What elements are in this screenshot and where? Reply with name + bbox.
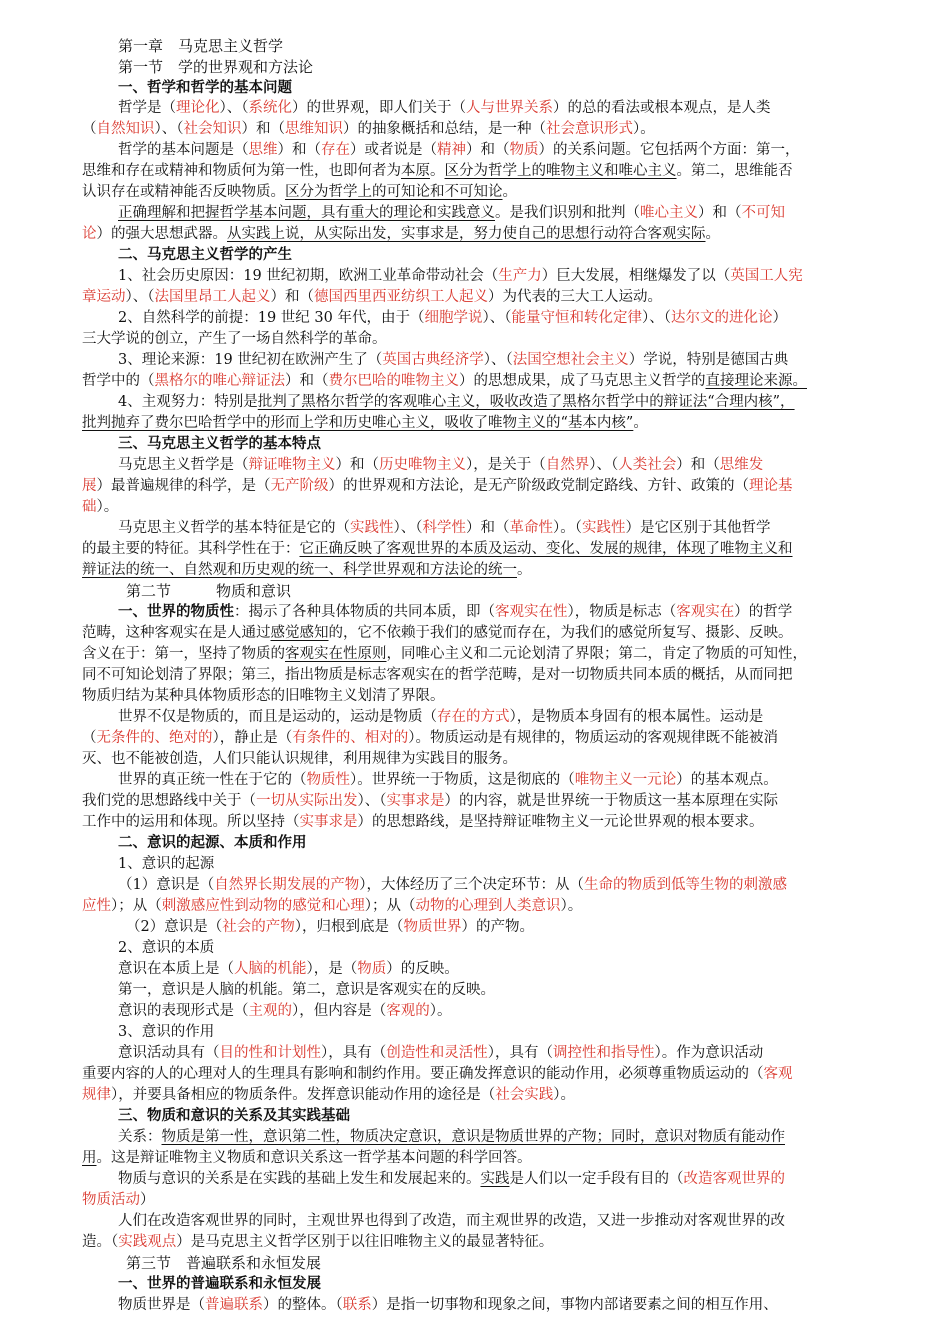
text-line	[118, 1169, 785, 1189]
highlight-term: 客观	[763, 1066, 793, 1082]
highlight-term: 客观的	[386, 1003, 430, 1019]
highlight-term: 能量守恒和转化定律	[511, 310, 642, 326]
underlined-text: 辩证法的统一、自然观和历史观的统一、科学世界观和方法论的统一	[82, 562, 517, 578]
text-line	[82, 224, 720, 244]
text-segment: 二、马克思主义哲学的产生	[118, 246, 292, 263]
highlight-term: 社会知识	[183, 121, 242, 137]
highlight-term: 物质世界	[403, 919, 462, 935]
highlight-term: 物质活动	[82, 1192, 140, 1208]
text-line	[82, 476, 793, 496]
text-segment: ）。世界统一于物质，这是彻底的（	[350, 772, 575, 788]
text-line	[118, 854, 214, 874]
text-segment: ）学说，特别是德国古典	[628, 352, 789, 368]
text-line	[118, 392, 795, 412]
highlight-term: 实践性	[350, 520, 394, 536]
text-segment: ）、（	[482, 310, 512, 326]
text-line	[82, 728, 778, 748]
text-line	[118, 266, 803, 286]
text-segment: 重要内容的人的心理对人的生理具有影响和制约作用。要正确发挥意识的能动作用，必须尊重物质运动的（	[82, 1066, 764, 1082]
text-segment: ）	[140, 1192, 155, 1208]
text-segment: 3、意识的作用	[118, 1024, 215, 1040]
highlight-term: 一切从实际出发	[256, 793, 358, 809]
text-line	[118, 602, 792, 622]
text-line	[126, 581, 291, 601]
text-segment: ）、（	[641, 310, 671, 326]
highlight-term: 物质	[509, 142, 539, 158]
text-segment: ），具有（	[321, 1045, 387, 1061]
underlined-text: 区分为哲学上的唯物主义和唯心主义	[444, 163, 677, 179]
text-line	[82, 1190, 155, 1210]
text-segment: ）的世界观和方法论，是无产阶级政党制定路线、方针、政策的（	[328, 478, 749, 494]
text-segment: 我们党的思想路线中关于（	[82, 793, 256, 809]
underlined-text: 本原	[401, 163, 430, 179]
text-line	[118, 770, 778, 790]
text-line	[118, 1106, 350, 1126]
highlight-term: 黑格尔的唯心辩证法	[154, 373, 285, 389]
text-segment: ）。物质运动是有规律的，物质运动的客观规律既不能被消	[408, 730, 778, 746]
text-segment: （	[82, 121, 97, 137]
text-segment: ）和（	[335, 457, 379, 473]
text-segment: 第一章 马克思主义哲学	[118, 37, 284, 55]
text-segment: 一、世界的普遍联系和永恒发展	[118, 1275, 321, 1292]
underlined-text: 客观实在性原则	[285, 646, 387, 662]
text-segment: ）和（	[466, 520, 510, 536]
highlight-term: 物质性	[306, 772, 350, 788]
text-segment: 。是我们识别和批判（	[495, 205, 640, 221]
text-segment: 第三节 普遍联系和永恒发展	[126, 1254, 322, 1272]
highlight-term: 思维发	[719, 457, 764, 473]
highlight-term: 思维	[248, 142, 278, 158]
highlight-term: 客观实在性	[495, 604, 568, 620]
highlight-term: 无条件的、绝对的	[96, 730, 213, 746]
text-segment: 2、自然科学的前提：19 世纪 30 年代，由于（	[118, 310, 425, 326]
highlight-term: 费尔巴哈的唯物主义	[328, 373, 459, 389]
text-segment: ）的强大思想武器。	[96, 226, 227, 242]
highlight-term: 生产力	[498, 268, 542, 284]
text-line	[82, 560, 532, 580]
text-line	[126, 1253, 321, 1273]
text-segment: 意识在本质上是（	[118, 961, 234, 977]
text-segment: ）和（	[277, 142, 321, 158]
text-line	[126, 917, 534, 937]
highlight-term: 物质	[357, 961, 387, 977]
text-segment: 第一节 学的世界观和方法论	[118, 58, 314, 76]
text-segment: 的最主要的特征。其科学性在于：	[82, 541, 300, 557]
text-segment: 哲学中的（	[82, 373, 155, 389]
text-segment: 物质归结为某种具体物质形态的旧唯物主义划清了界限。	[82, 688, 445, 704]
highlight-term: 论	[82, 226, 97, 242]
text-segment: 三、马克思主义哲学的基本特点	[118, 435, 321, 452]
text-segment: ）、（	[154, 121, 184, 137]
text-segment: 马克思主义哲学的基本特征是它的（	[118, 520, 350, 536]
highlight-term: 无产阶级	[270, 478, 329, 494]
text-segment: ）和（	[285, 373, 329, 389]
text-line	[82, 371, 807, 391]
highlight-term: 社会意识形式	[546, 121, 633, 137]
text-segment: ）的世界观，即人们关于（	[292, 100, 466, 116]
highlight-term: 生命的物质到低等生物的刺激感	[583, 877, 787, 893]
text-line	[118, 245, 292, 265]
text-segment: 同不可知论划清了界限；第三，指出物质是标志客观实在的哲学范畴，是对一切物质共同本质的概括，从而同把	[82, 667, 793, 683]
text-segment: ）。作为意识活动	[654, 1045, 764, 1061]
text-segment: 人们在改造客观世界的同时，主观世界也得到了改造，而主观世界的改造，又进一步推动对客观世界的改	[118, 1213, 785, 1229]
text-segment: ）的内容，就是世界统一于物质这一基本原理在实际	[444, 793, 778, 809]
text-line	[82, 287, 662, 307]
text-segment: 是人们以一定手段有目的（	[509, 1171, 684, 1187]
text-segment: 三大学说的创立，产生了一场自然科学的革命。	[82, 331, 387, 347]
text-line	[118, 833, 307, 853]
text-line	[82, 791, 778, 811]
text-line	[82, 1064, 793, 1084]
highlight-term: 辩证唯物主义	[248, 457, 336, 473]
text-line	[118, 1274, 321, 1294]
text-segment: ）的整体。（	[263, 1297, 343, 1313]
text-segment: 思维和存在或精神和物质何为第一性，也即何者为	[82, 163, 401, 179]
text-segment: （1）意识是（	[118, 877, 215, 893]
highlight-term: 自然知识	[96, 121, 155, 137]
text-segment: ）；从（	[364, 898, 416, 914]
text-segment: 。	[517, 562, 532, 578]
text-line	[118, 1127, 785, 1147]
text-segment: ）的总的看法或根本观点，是人类	[553, 100, 771, 116]
text-line	[118, 203, 785, 223]
text-line	[118, 1043, 763, 1063]
highlight-term: 自然界	[545, 457, 590, 473]
highlight-term: 自然界长期发展的产物	[214, 877, 360, 893]
text-segment: 。	[633, 415, 648, 431]
highlight-term: 存在的方式	[437, 709, 510, 725]
text-segment: 含义在于：第一，坚持了物质的	[82, 646, 285, 662]
text-segment: 。第二，思维能否	[676, 163, 793, 179]
highlight-term: 英国工人宪	[730, 268, 803, 284]
text-segment: ），并要具备相应的物质条件。发挥意识能动作用的途径是（	[111, 1087, 496, 1103]
text-segment: 灭、也不能被创造，人们只能认识规律，利用规律为实践目的服务。	[82, 751, 517, 767]
text-segment: 物质世界是（	[118, 1297, 205, 1313]
underlined-text: 直接理论来源。	[705, 373, 807, 389]
highlight-term: 普遍联系	[205, 1297, 263, 1313]
text-segment: 意识活动具有（	[118, 1045, 220, 1061]
text-segment: 2、意识的本质	[118, 940, 215, 956]
text-line	[82, 497, 118, 517]
highlight-term: 德国西里西亚纺织工人起义	[314, 289, 488, 305]
highlight-term: 实践观点	[118, 1234, 177, 1250]
text-line	[82, 644, 807, 664]
highlight-term: 有条件的、相对的	[292, 730, 409, 746]
text-segment: （2）意识是（	[126, 919, 223, 935]
text-segment: 世界的真正统一性在于它的（	[118, 772, 307, 788]
text-segment: ）和（	[270, 289, 314, 305]
text-segment: ）、（	[125, 289, 155, 305]
text-segment: 关系：	[118, 1129, 162, 1145]
text-line	[82, 1085, 575, 1105]
text-segment: ），是（	[306, 961, 358, 977]
text-segment: 。这是辩证唯物主义物质和意识关系这一哲学基本问题的科学回答。	[96, 1150, 532, 1166]
text-segment: 一、哲学和哲学的基本问题	[118, 79, 292, 96]
text-segment: （	[82, 730, 97, 746]
text-line	[82, 623, 793, 643]
highlight-term: 人类社会	[618, 457, 677, 473]
text-segment: ）和（	[466, 142, 510, 158]
highlight-term: 人脑的机能	[234, 961, 307, 977]
text-segment: ）巨大发展，相继爆发了以（	[541, 268, 731, 284]
highlight-term: 展	[82, 478, 97, 494]
highlight-term: 客观实在	[676, 604, 735, 620]
text-segment: ）、（	[393, 520, 423, 536]
text-segment: ），是关于（	[466, 457, 546, 473]
text-line	[118, 455, 763, 475]
highlight-term: 革命性	[509, 520, 553, 536]
underlined-text: 实践	[480, 1171, 510, 1187]
highlight-term: 应性	[82, 898, 111, 914]
text-segment: 造。（	[82, 1234, 119, 1250]
text-line	[118, 434, 321, 454]
text-line	[82, 665, 793, 685]
highlight-term: 联系	[342, 1297, 372, 1313]
text-segment: ）最普遍规律的科学，是（	[96, 478, 271, 494]
text-line	[118, 57, 313, 77]
text-segment: 物质与意识的关系是在实践的基础上发生和发展起来的。	[118, 1171, 481, 1187]
text-segment: ）是指一切事物和现象之间，事物内部诸要素之间的相互作用、	[371, 1297, 778, 1313]
text-segment: 4、主观努力：特别是	[118, 394, 258, 410]
underlined-text: 它正确反映了客观世界的本质及运动、变化、发展的规律，体现了唯物主义和	[299, 541, 793, 557]
text-segment: ）	[772, 310, 787, 326]
text-segment: ）的思想成果，成了马克思主义哲学的	[459, 373, 706, 389]
text-segment: ：揭示了各种具体物质的共同本质，即（	[234, 604, 495, 620]
text-line	[82, 1148, 532, 1168]
text-segment: 3、理论来源：19 世纪初在欧洲产生了（	[118, 352, 383, 368]
text-segment: ）的哲学	[734, 604, 793, 620]
highlight-term: 历史唯物主义	[379, 457, 466, 473]
highlight-term: 系统化	[248, 100, 292, 116]
underlined-text: 区分为哲学上的可知论和不可知论	[285, 184, 503, 200]
text-line	[118, 707, 763, 727]
text-segment: ）或者说是（	[350, 142, 437, 158]
text-segment: 马克思主义哲学是（	[118, 457, 249, 473]
highlight-term: 改造客观世界的	[683, 1171, 785, 1187]
underlined-text: 批判抛弃了费尔巴哈哲学中的形而上学和历史唯心主义，吸收了唯物主义的“基本内核”	[82, 415, 634, 431]
text-line	[118, 875, 787, 895]
text-segment: ）的基本观点。	[676, 772, 778, 788]
text-line	[82, 182, 517, 202]
highlight-term: 精神	[437, 142, 466, 158]
text-line	[82, 329, 387, 349]
text-segment: ）和（	[698, 205, 742, 221]
text-line	[118, 518, 771, 538]
text-line	[118, 938, 214, 958]
highlight-term: 理论基	[749, 478, 793, 494]
text-segment: ），但内容是（	[292, 1003, 387, 1019]
text-segment: ）。（	[553, 520, 582, 536]
text-segment: ），归根到底是（	[294, 919, 404, 935]
text-segment: 。	[430, 163, 445, 179]
text-segment: ）是它区别于其他哲学	[625, 520, 771, 536]
text-segment: 第一，意识是人脑的机能。第二，意识是客观实在的反映。	[118, 982, 495, 998]
text-segment: 一、世界的物质性	[118, 603, 234, 620]
highlight-term: 不可知	[741, 205, 785, 221]
text-line	[82, 539, 793, 559]
highlight-term: 刺激感应性到动物的感觉和心理	[161, 898, 365, 914]
highlight-term: 英国古典经济学	[382, 352, 484, 368]
text-segment: ），是物质本身固有的根本属性。运动是	[509, 709, 764, 725]
text-segment: ）、（	[483, 352, 513, 368]
text-segment: ）、（	[357, 793, 387, 809]
text-segment: 意识的表现形式是（	[118, 1003, 249, 1019]
text-segment: ）。	[553, 1087, 575, 1103]
text-segment: 二、意识的起源、本质和作用	[118, 834, 307, 851]
text-line	[118, 1022, 214, 1042]
text-line	[118, 36, 283, 56]
text-segment: ），具有（	[487, 1045, 553, 1061]
highlight-term: 创造性和灵活性	[386, 1045, 488, 1061]
text-segment: ）。	[96, 499, 119, 515]
text-segment: ）和（	[241, 121, 285, 137]
text-line	[82, 1232, 553, 1252]
text-line	[118, 980, 495, 1000]
highlight-term: 法国里昂工人起义	[154, 289, 271, 305]
highlight-term: 主观的	[248, 1003, 292, 1019]
text-line	[118, 1001, 452, 1021]
highlight-term: 实践性	[582, 520, 626, 536]
text-segment: ）为代表的三大工人运动。	[488, 289, 662, 305]
text-segment: ），大体经历了三个决定环节：从（	[359, 877, 584, 893]
text-segment: ，同唯心主义和二元论划清了界限；第二，肯定了物质的可知性，	[386, 646, 807, 662]
highlight-term: 社会的产物	[222, 919, 295, 935]
text-line	[82, 812, 764, 832]
underlined-text: 物质是第一性，意识第二性，物质决定意识，意识是物质世界的产物；同时，意识对物质有能动作	[161, 1129, 785, 1145]
underlined-text: 正确理解和把握哲学基本问题，具有重大的理论和实践意义	[118, 205, 495, 221]
text-segment: ），物质是标志（	[567, 604, 677, 620]
highlight-term: 思维知识	[285, 121, 343, 137]
underlined-text: 批判了黑格尔哲学的客观唯心主义，吸收改造了黑格尔哲学中的辩证法“合理内核”，	[257, 394, 795, 410]
highlight-term: 章运动	[82, 289, 126, 305]
highlight-term: 细胞学说	[424, 310, 483, 326]
text-line	[118, 959, 459, 979]
highlight-term: 科学性	[422, 520, 466, 536]
text-segment: ）是马克思主义哲学区别于以往旧唯物主义的最显著特征。	[176, 1234, 554, 1250]
text-line	[118, 98, 771, 118]
highlight-term: 理论化	[176, 100, 220, 116]
text-segment: 认识存在或精神能否反映物质。	[82, 184, 285, 200]
highlight-term: 实事求是	[299, 814, 358, 830]
text-segment: ）的思想路线，是坚持辩证唯物主义一元论世界观的根本要求。	[357, 814, 764, 830]
underlined-text: 感觉感知	[270, 625, 329, 641]
text-segment: 工作中的运用和体现。所以坚持（	[82, 814, 300, 830]
text-segment: 哲学的基本问题是（	[118, 142, 249, 158]
highlight-term: 存在	[321, 142, 350, 158]
text-segment: 三、物质和意识的关系及其实践基础	[118, 1107, 350, 1124]
text-segment: 1、意识的起源	[118, 856, 215, 872]
text-segment: 1、社会历史原因：19 世纪初期，欧洲工业革命带动社会（	[118, 268, 499, 284]
text-segment: ）、（	[219, 100, 249, 116]
text-segment: ）；从（	[111, 898, 162, 914]
text-line	[118, 1295, 778, 1315]
text-segment: ）、（	[589, 457, 619, 473]
highlight-term: 规律	[82, 1087, 111, 1103]
text-line	[82, 749, 517, 769]
underlined-text: 用	[82, 1150, 97, 1166]
text-segment: ）的关系问题。它包括两个方面：第一，	[538, 142, 800, 158]
text-segment: 。	[705, 226, 720, 242]
text-segment: ）的产物。	[461, 919, 534, 935]
text-segment: ）的反映。	[386, 961, 459, 977]
highlight-term: 础	[82, 499, 97, 515]
underlined-text: 从实践上说，从实际出发，实事求是，努力使自己的思想行动符合客观实际	[227, 226, 706, 242]
highlight-term: 动物的心理到人类意识	[415, 898, 561, 914]
text-segment: ）。	[560, 898, 583, 914]
highlight-term: 达尔文的进化论	[670, 310, 773, 326]
highlight-term: 社会实践	[495, 1087, 554, 1103]
text-line	[82, 896, 582, 916]
text-segment: 的，它不依赖于我们的感觉而存在，为我们的感觉所复写、摄影、反映。	[328, 625, 793, 641]
text-line	[82, 119, 655, 139]
text-segment: 第二节 物质和意识	[126, 582, 292, 600]
highlight-term: 目的性和计划性	[219, 1045, 321, 1061]
text-segment: ），静止是（	[212, 730, 293, 746]
highlight-term: 唯物主义一元论	[574, 772, 677, 788]
text-segment: ）和（	[676, 457, 720, 473]
highlight-term: 实事求是	[386, 793, 445, 809]
text-line	[118, 350, 788, 370]
text-line	[82, 686, 445, 706]
highlight-term: 法国空想社会主义	[512, 352, 629, 368]
text-line	[118, 78, 292, 98]
text-line	[118, 140, 800, 160]
highlight-term: 人与世界关系	[466, 100, 553, 116]
text-line	[82, 161, 793, 181]
highlight-term: 调控性和指导性	[553, 1045, 655, 1061]
text-line	[118, 1211, 785, 1231]
text-line	[82, 413, 648, 433]
text-segment: ）。	[429, 1003, 452, 1019]
text-segment: ）。	[633, 121, 655, 137]
text-segment: 。	[502, 184, 517, 200]
highlight-term: 唯心主义	[640, 205, 698, 221]
text-line	[118, 308, 787, 328]
text-segment: 世界不仅是物质的，而且是运动的，运动是物质（	[118, 709, 437, 725]
text-segment: 哲学是（	[118, 100, 176, 116]
text-segment: ）的抽象概括和总结，是一种（	[343, 121, 546, 137]
text-segment: 范畴，这种客观实在是人通过	[82, 625, 271, 641]
